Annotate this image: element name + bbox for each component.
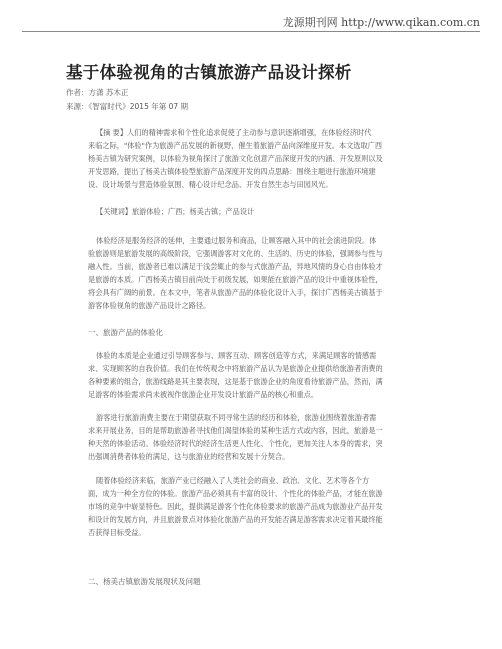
- paragraph-3: [88, 411, 424, 463]
- abstract-line: 开发思路，提出了杨美古镇体验型旅游产品深度开发的四点思路：围绕主题进行旅游环境建: [88, 167, 376, 176]
- paragraph-line: 各种要素的组合，旅游线路是其主要表现，这是基于旅游企业的角度看待旅游产品，然而，满: [88, 377, 383, 386]
- paragraph-line: 求来开展业务，目的是帮助旅游者寻找他们渴望体验的某种生活方式或内容，因此，旅游是一: [88, 426, 383, 435]
- paragraph-line: 市场的竞争中崭显特色。因此，提供满足游客个性化体验要求的旅游产品成为旅游业产品开发: [88, 502, 383, 511]
- author-line: 作者：方潇 苏木正: [66, 88, 129, 97]
- source-line: 来源：《智富时代》2015 年第 07 期: [66, 102, 189, 111]
- header-rule: [22, 31, 480, 32]
- paragraph-line: 否获得目标受益。: [88, 528, 146, 537]
- paragraph-line: 出强调消费者体验的满足，这与旅游业的经营和发展十分契合。: [88, 452, 290, 461]
- paragraph-line: 体验的本质是企业通过引导顾客参与、顾客互动、顾客创造等方式，来满足顾客的情感需: [96, 351, 377, 360]
- section-2-title: 二、杨美古镇旅游发展现状及问题: [88, 577, 201, 586]
- abstract-line: 设、设计场景与营造体验氛围、精心设计纪念品、开发自然生态与田园风光。: [88, 180, 333, 189]
- paragraph-line: 足游客的体验需求尚未被视作旅游企业开发设计旅游产品的核心和重点。: [88, 390, 319, 399]
- paragraph-4: [88, 474, 424, 539]
- paragraph-line: 将会具有广阔的前景。在本文中，笔者从旅游产品的体验化设计入手，探讨广西杨美古镇基于: [88, 288, 383, 297]
- keywords-line: [88, 205, 424, 218]
- abstract-line: 【摘 要】人们的精神需求和个性化追求促使了主动参与意识逐渐增强，在体验经济时代: [96, 128, 372, 137]
- paragraph-line: 种天然的体验活动。体验经济时代的经济生活更人性化、个性化，更加关注人本身的需求，突: [88, 439, 383, 448]
- paragraph-line: 是旅游的本质。广西杨美古镇目前尚处于初级发展，如果能在旅游产品的设计中重视体验性，: [88, 275, 383, 284]
- paragraph-2: [88, 349, 424, 401]
- paragraph-line: 游客进行旅游消费主要在于期望获取不同寻常生活的经历和体验，旅游业围绕着旅游者需: [96, 413, 377, 422]
- paragraph-line: 游客体验视角的旅游产品设计之路径。: [88, 301, 211, 310]
- paragraph-line: 面，成为一种全方位的体验。旅游产品必须具有丰富的设计、个性化的体验产品，才能在旅游: [88, 489, 383, 498]
- paragraph-line: 融入性。当前，旅游者已难以满足于浅尝辄止的参与式旅游产品，异地风情的身心自由体验才: [88, 262, 383, 271]
- abstract-block: [88, 126, 424, 191]
- paragraph-line: 随着体验经济来临，旅游产业已经融入了人类社会的商业、政治、文化、艺术等各个方: [96, 476, 370, 485]
- keywords-text: 【关键词】旅游体验；广西；杨美古镇；产品设计: [96, 207, 255, 216]
- paragraph-1: [88, 234, 424, 312]
- site-header: 龙源期刊网 http://www.qikan.com.cn: [282, 16, 480, 29]
- abstract-line: 来临之际，"体验"作为旅游产品发展的新视野，催生着旅游产品向深维度开发。本文选取广西: [88, 141, 383, 150]
- abstract-line: 杨美古镇为研究案例，以体验为视角探讨了旅游文化创意产品深度开发的内涵、开发原则以及: [88, 154, 383, 163]
- paragraph-line: 和设计的发展方向，并且旅游景点对体验化旅游产品的开发能否满足游客需求决定着其最终能: [88, 515, 383, 524]
- paragraph-line: 求、实现顾客的自我价值。我们在传统观念中将旅游产品认为是旅游企业提供给旅游者消费的: [88, 364, 383, 373]
- page-title: 基于体验视角的古镇旅游产品设计探析: [66, 63, 352, 82]
- paragraph-line: 体验经济是服务经济的延伸，主要通过服务和商品，让顾客融入其中的社会演进阶段。体: [96, 236, 377, 245]
- paragraph-line: 验旅游则是旅游发展的高级阶段，它强调游客对文化的、生活的、历史的体验，强调参与性与: [88, 249, 383, 258]
- section-1-title: 一、旅游产品的体验化: [88, 328, 163, 337]
